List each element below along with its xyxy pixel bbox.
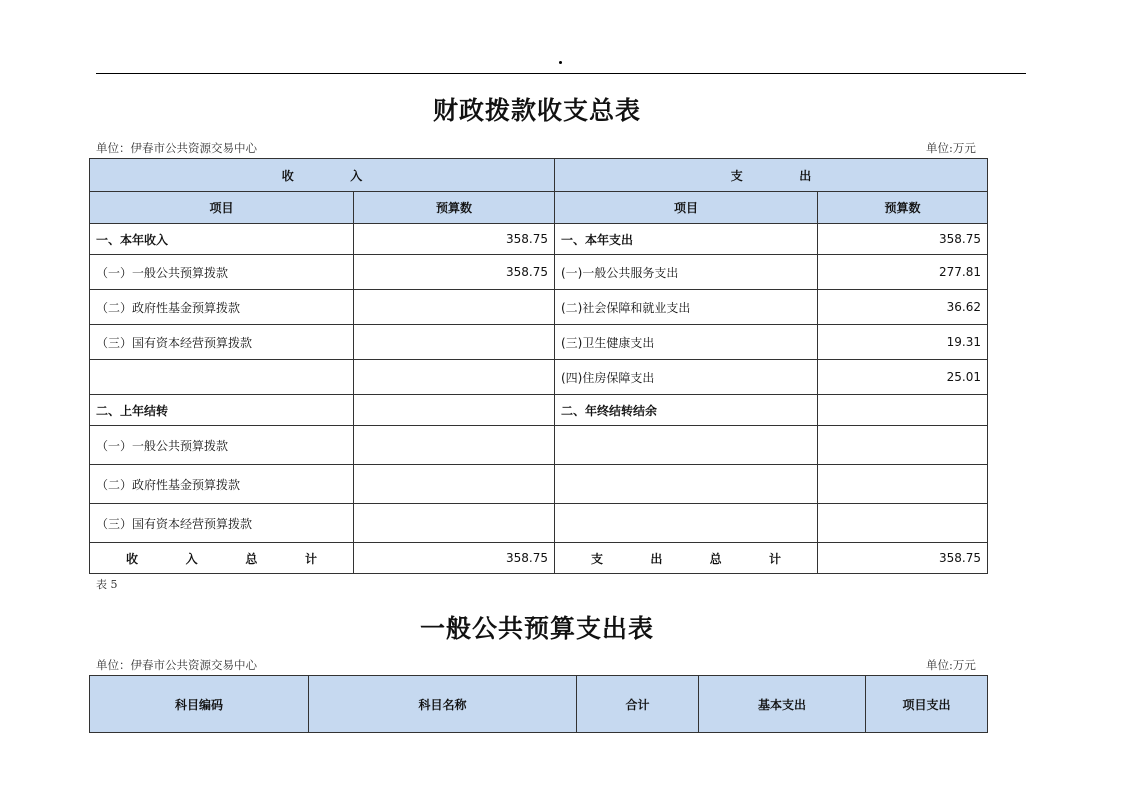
general-budget-expense-table <box>89 675 988 733</box>
income-budget-cell <box>354 360 555 395</box>
col-basic-expense: 基本支出 <box>699 676 866 733</box>
income-budget-cell <box>354 325 555 360</box>
col-total: 合计 <box>577 676 699 733</box>
income-item-cell: （三）国有资本经营预算拨款 <box>90 325 354 360</box>
expense-budget-cell: 358.75 <box>818 224 988 255</box>
income-header-char-1: 收 <box>281 168 294 183</box>
expense-total-label-char: 计 <box>768 551 781 566</box>
income-budget-cell <box>354 426 555 465</box>
col-subject-code: 科目编码 <box>90 676 309 733</box>
income-item-cell: 一、本年收入 <box>90 224 354 255</box>
col-subject-name: 科目名称 <box>309 676 577 733</box>
table1-row <box>90 224 988 255</box>
income-item-cell: （二）政府性基金预算拨款 <box>90 290 354 325</box>
expense-header-char-2: 出 <box>799 168 812 183</box>
expense-item-cell: (四)住房保障支出 <box>555 360 818 395</box>
income-item-cell: （二）政府性基金预算拨款 <box>90 465 354 504</box>
expense-item-cell: (一)一般公共服务支出 <box>555 255 818 290</box>
income-item-cell <box>90 360 354 395</box>
expense-header <box>555 159 988 192</box>
income-budget-cell <box>354 290 555 325</box>
col-project-expense: 项目支出 <box>866 676 988 733</box>
income-total-label <box>90 543 354 574</box>
table2-title: 一般公共预算支出表 <box>419 614 654 643</box>
table2-header-row <box>90 676 988 733</box>
table1-unit-currency: 单位:万元 <box>926 141 976 155</box>
table2-unit-currency: 单位:万元 <box>926 658 976 672</box>
expense-budget-cell: 25.01 <box>818 360 988 395</box>
expense-budget-cell <box>818 465 988 504</box>
table2-unit-org: 单位：伊春市公共资源交易中心 <box>96 658 257 672</box>
expense-total-value: 358.75 <box>818 543 988 574</box>
expense-budget-cell <box>818 426 988 465</box>
table1-row <box>90 255 988 290</box>
income-header-char-2: 入 <box>350 168 363 183</box>
income-total-value: 358.75 <box>354 543 555 574</box>
income-item-cell: （一）一般公共预算拨款 <box>90 426 354 465</box>
income-item-cell: （一）一般公共预算拨款 <box>90 255 354 290</box>
expense-total-label <box>555 543 818 574</box>
income-budget-cell <box>354 465 555 504</box>
expense-budget-cell: 19.31 <box>818 325 988 360</box>
expense-budget-cell <box>818 395 988 426</box>
income-budget-cell: 358.75 <box>354 255 555 290</box>
table1-unit-org: 单位：伊春市公共资源交易中心 <box>96 141 257 155</box>
table1-title: 财政拨款收支总表 <box>432 96 641 125</box>
table1-row <box>90 426 988 465</box>
table1-row <box>90 290 988 325</box>
table1-section-header-row <box>90 159 988 192</box>
expense-header-char-1: 支 <box>730 168 743 183</box>
expense-total-label-char: 总 <box>709 551 722 566</box>
table1-row <box>90 325 988 360</box>
income-budget-cell <box>354 504 555 543</box>
income-budget-cell: 358.75 <box>354 224 555 255</box>
header-dot <box>559 61 562 64</box>
expense-budget-cell: 277.81 <box>818 255 988 290</box>
table-number: 表 5 <box>96 578 118 591</box>
header-rule <box>96 73 1026 74</box>
expense-budget-cell: 36.62 <box>818 290 988 325</box>
fiscal-summary-table <box>89 158 988 574</box>
income-total-label-char: 计 <box>304 551 317 566</box>
col-income-item: 项目 <box>90 192 354 224</box>
col-income-budget: 预算数 <box>354 192 555 224</box>
table1-column-header-row <box>90 192 988 224</box>
col-expense-budget: 预算数 <box>818 192 988 224</box>
table1-row <box>90 465 988 504</box>
table1-total-row <box>90 543 988 574</box>
income-header <box>90 159 555 192</box>
expense-item-cell: (二)社会保障和就业支出 <box>555 290 818 325</box>
income-total-label-char: 入 <box>185 551 198 566</box>
income-total-label-char: 总 <box>245 551 258 566</box>
table1-row <box>90 504 988 543</box>
expense-item-cell: 二、年终结转结余 <box>555 395 818 426</box>
expense-total-label-char: 支 <box>591 551 604 566</box>
expense-item-cell <box>555 465 818 504</box>
income-item-cell: （三）国有资本经营预算拨款 <box>90 504 354 543</box>
expense-budget-cell <box>818 504 988 543</box>
col-expense-item: 项目 <box>555 192 818 224</box>
table1-row <box>90 360 988 395</box>
expense-item-cell <box>555 504 818 543</box>
expense-item-cell: 一、本年支出 <box>555 224 818 255</box>
income-item-cell: 二、上年结转 <box>90 395 354 426</box>
income-total-label-char: 收 <box>126 551 139 566</box>
income-budget-cell <box>354 395 555 426</box>
expense-total-label-char: 出 <box>650 551 663 566</box>
table1-row <box>90 395 988 426</box>
expense-item-cell: (三)卫生健康支出 <box>555 325 818 360</box>
expense-item-cell <box>555 426 818 465</box>
